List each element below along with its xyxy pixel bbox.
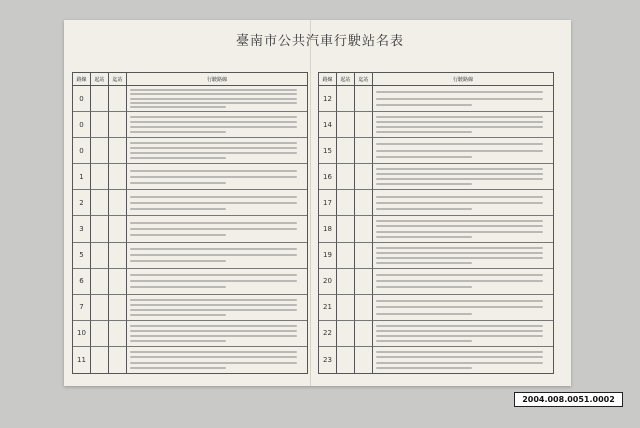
end-stop: [355, 295, 373, 321]
route-number: 22: [319, 321, 337, 347]
stops-text-line: [376, 280, 543, 282]
stops-text-line: [130, 340, 226, 342]
stops-text-line: [376, 300, 543, 302]
table-header-1: 起站: [337, 73, 355, 86]
stops-text-line: [376, 116, 543, 118]
route-number: 21: [319, 295, 337, 321]
stops-text-line: [130, 176, 297, 178]
end-stop: [109, 112, 127, 138]
stops-text-line: [130, 304, 297, 306]
start-stop: [91, 86, 109, 112]
stops-text-line: [376, 126, 543, 128]
route-number: 3: [73, 216, 91, 242]
stops-text-line: [376, 208, 472, 210]
stops-text-line: [130, 314, 226, 316]
stops-text-line: [376, 173, 543, 175]
table-header-2: 迄站: [109, 73, 127, 86]
stops-text-line: [376, 225, 543, 227]
route-number: 16: [319, 164, 337, 190]
route-number: 0: [73, 86, 91, 112]
table-header-0: 路線: [319, 73, 337, 86]
start-stop: [91, 190, 109, 216]
end-stop: [109, 138, 127, 164]
stops-text-line: [130, 254, 297, 256]
route-number: 2: [73, 190, 91, 216]
stops-text-line: [376, 252, 543, 254]
end-stop: [109, 190, 127, 216]
start-stop: [337, 138, 355, 164]
start-stop: [337, 190, 355, 216]
stops-text-line: [376, 104, 472, 106]
end-stop: [109, 347, 127, 373]
route-number: 0: [73, 112, 91, 138]
stops-text-line: [376, 330, 543, 332]
stops-text-line: [130, 157, 226, 159]
stops-text-line: [130, 228, 297, 230]
end-stop: [355, 190, 373, 216]
stops-text-line: [376, 340, 472, 342]
route-stops: [373, 190, 553, 216]
stops-text-line: [376, 91, 543, 93]
stops-text-line: [130, 170, 297, 172]
start-stop: [337, 112, 355, 138]
stops-text-line: [130, 309, 297, 311]
end-stop: [355, 112, 373, 138]
start-stop: [337, 86, 355, 112]
route-stops: [127, 112, 307, 138]
stops-text-line: [130, 102, 297, 104]
stops-text-line: [130, 248, 297, 250]
stops-text-line: [130, 116, 297, 118]
route-number: 0: [73, 138, 91, 164]
start-stop: [91, 243, 109, 269]
stops-text-line: [376, 121, 543, 123]
end-stop: [355, 347, 373, 373]
stops-text-line: [130, 126, 297, 128]
route-stops: [373, 112, 553, 138]
start-stop: [337, 164, 355, 190]
stops-text-line: [376, 335, 543, 337]
route-number: 15: [319, 138, 337, 164]
catalog-number-label: 2004.008.0051.0002: [514, 392, 623, 407]
route-stops: [127, 269, 307, 295]
stops-text-line: [130, 260, 226, 262]
route-stops: [127, 164, 307, 190]
route-stops: [127, 190, 307, 216]
stops-text-line: [376, 236, 472, 238]
stops-text-line: [130, 274, 297, 276]
route-number: 17: [319, 190, 337, 216]
stops-text-line: [130, 152, 297, 154]
stops-text-line: [376, 231, 543, 233]
table-header-0: 路線: [73, 73, 91, 86]
end-stop: [109, 295, 127, 321]
stops-text-line: [376, 257, 543, 259]
stops-text-line: [130, 351, 297, 353]
route-number: 14: [319, 112, 337, 138]
start-stop: [337, 243, 355, 269]
route-stops: [373, 243, 553, 269]
stops-text-line: [130, 121, 297, 123]
stops-text-line: [376, 150, 543, 152]
stops-text-line: [376, 131, 472, 133]
table-header-3: 行駛路線: [127, 73, 307, 86]
stops-text-line: [130, 367, 226, 369]
stops-text-line: [130, 222, 297, 224]
stops-text-line: [376, 356, 543, 358]
start-stop: [91, 347, 109, 373]
stops-text-line: [130, 330, 297, 332]
route-stops: [373, 295, 553, 321]
route-stops: [373, 347, 553, 373]
left-route-table: [72, 72, 308, 374]
stops-text-line: [130, 196, 297, 198]
stops-text-line: [130, 93, 297, 95]
stops-text-line: [376, 362, 543, 364]
route-number: 6: [73, 269, 91, 295]
start-stop: [337, 269, 355, 295]
start-stop: [91, 269, 109, 295]
stops-text-line: [130, 142, 297, 144]
route-stops: [127, 243, 307, 269]
stops-text-line: [130, 362, 297, 364]
route-stops: [373, 216, 553, 242]
stops-text-line: [376, 143, 543, 145]
stops-text-line: [376, 262, 472, 264]
stops-text-line: [130, 98, 297, 100]
end-stop: [109, 243, 127, 269]
start-stop: [337, 347, 355, 373]
start-stop: [91, 164, 109, 190]
route-stops: [127, 86, 307, 112]
stops-text-line: [130, 147, 297, 149]
stops-text-line: [130, 89, 297, 91]
end-stop: [355, 216, 373, 242]
end-stop: [109, 86, 127, 112]
route-number: 7: [73, 295, 91, 321]
table-header-1: 起站: [91, 73, 109, 86]
route-number: 20: [319, 269, 337, 295]
stops-text-line: [130, 325, 297, 327]
table-header-2: 迄站: [355, 73, 373, 86]
route-number: 10: [73, 321, 91, 347]
stops-text-line: [130, 208, 226, 210]
route-number: 11: [73, 347, 91, 373]
end-stop: [109, 164, 127, 190]
stops-text-line: [130, 131, 226, 133]
route-stops: [127, 295, 307, 321]
stops-text-line: [376, 351, 543, 353]
stops-text-line: [130, 299, 297, 301]
end-stop: [355, 269, 373, 295]
start-stop: [91, 321, 109, 347]
end-stop: [109, 269, 127, 295]
end-stop: [355, 321, 373, 347]
route-stops: [373, 164, 553, 190]
end-stop: [355, 138, 373, 164]
stops-text-line: [376, 313, 472, 315]
stops-text-line: [376, 183, 472, 185]
start-stop: [91, 138, 109, 164]
stops-text-line: [130, 234, 226, 236]
route-stops: [127, 321, 307, 347]
right-route-table: [318, 72, 554, 374]
start-stop: [337, 216, 355, 242]
start-stop: [337, 321, 355, 347]
stops-text-line: [376, 306, 543, 308]
stops-text-line: [376, 98, 543, 100]
route-stops: [127, 216, 307, 242]
stops-text-line: [376, 247, 543, 249]
stops-text-line: [376, 202, 543, 204]
stops-text-line: [130, 286, 226, 288]
document-title: 臺南市公共汽車行駛站名表: [235, 34, 404, 49]
stops-text-line: [130, 202, 297, 204]
start-stop: [91, 216, 109, 242]
stops-text-line: [376, 156, 472, 158]
start-stop: [91, 112, 109, 138]
end-stop: [109, 321, 127, 347]
end-stop: [109, 216, 127, 242]
stops-text-line: [376, 367, 472, 369]
stops-text-line: [130, 280, 297, 282]
end-stop: [355, 86, 373, 112]
route-number: 12: [319, 86, 337, 112]
route-stops: [373, 321, 553, 347]
route-number: 18: [319, 216, 337, 242]
table-header-3: 行駛路線: [373, 73, 553, 86]
route-stops: [373, 86, 553, 112]
stops-text-line: [376, 220, 543, 222]
end-stop: [355, 164, 373, 190]
route-stops: [373, 269, 553, 295]
stops-text-line: [376, 178, 543, 180]
route-number: 1: [73, 164, 91, 190]
stops-text-line: [376, 196, 543, 198]
start-stop: [91, 295, 109, 321]
route-number: 5: [73, 243, 91, 269]
stops-text-line: [376, 286, 472, 288]
start-stop: [337, 295, 355, 321]
stops-text-line: [130, 335, 297, 337]
route-stops: [127, 138, 307, 164]
route-number: 23: [319, 347, 337, 373]
stops-text-line: [130, 182, 226, 184]
stops-text-line: [130, 356, 297, 358]
end-stop: [355, 243, 373, 269]
stops-text-line: [130, 106, 226, 108]
stops-text-line: [376, 325, 543, 327]
route-number: 19: [319, 243, 337, 269]
stops-text-line: [376, 168, 543, 170]
route-stops: [373, 138, 553, 164]
center-fold: [310, 20, 311, 386]
stops-text-line: [376, 274, 543, 276]
route-stops: [127, 347, 307, 373]
